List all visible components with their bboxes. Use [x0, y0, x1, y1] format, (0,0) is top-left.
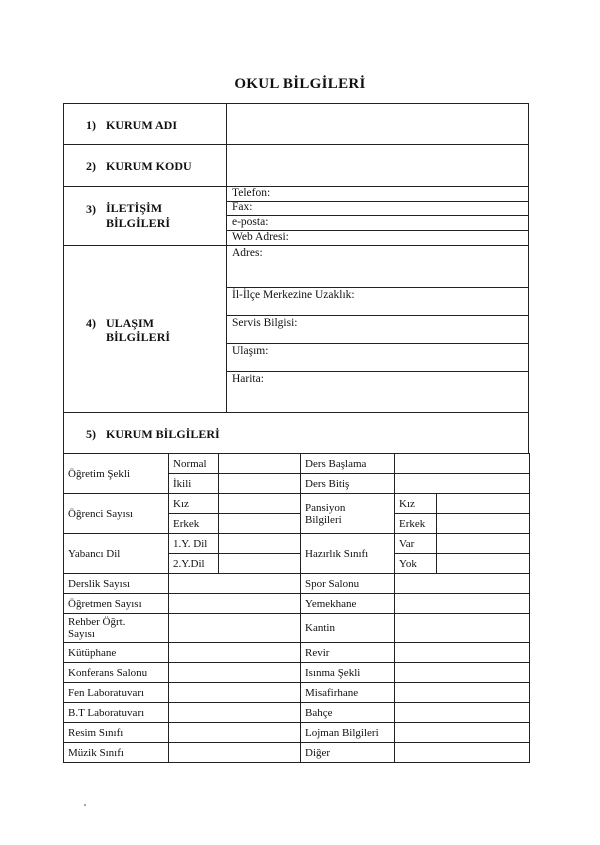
page-title: OKUL BİLGİLERİ [234, 76, 366, 92]
resim-label: Resim Sınıfı [64, 723, 169, 743]
table-row [64, 454, 530, 474]
diger-label: Diğer [301, 743, 395, 763]
table-row [64, 723, 530, 743]
section-title: KURUM KODU [106, 159, 192, 173]
section-number: 3) [86, 202, 96, 216]
bt-lab-label: B.T Laboratuvarı [64, 703, 169, 723]
hazirlik-label: Hazırlık Sınıfı [301, 534, 395, 574]
table-row [64, 494, 530, 514]
var-value[interactable] [437, 534, 530, 554]
fen-lab-value[interactable] [169, 683, 301, 703]
harita-field[interactable]: Harita: [232, 373, 264, 385]
kantin-label: Kantin [301, 614, 395, 643]
adres-field[interactable]: Adres: [232, 247, 263, 259]
table-row [64, 703, 530, 723]
table-row [64, 663, 530, 683]
rehber-label-line1: Rehber Öğrt. [68, 616, 126, 628]
pansiyon-label [301, 494, 395, 534]
section-number: 1) [86, 118, 96, 132]
table-row [64, 594, 530, 614]
eposta-field[interactable]: e-posta: [232, 216, 269, 228]
muzik-label: Müzik Sınıfı [64, 743, 169, 763]
telefon-field[interactable]: Telefon: [232, 187, 271, 199]
section-kurum-kodu [63, 144, 529, 187]
table-row [64, 683, 530, 703]
section-label [64, 145, 227, 186]
kutuphane-label: Kütüphane [64, 643, 169, 663]
table-row [64, 614, 530, 643]
section-kurum-adi [63, 103, 529, 145]
erkek-value[interactable] [219, 514, 301, 534]
section-iletisim [63, 186, 529, 246]
kiz-label: Kız [169, 494, 219, 514]
derslik-label: Derslik Sayısı [64, 574, 169, 594]
ogretim-sekli-label: Öğretim Şekli [64, 454, 169, 494]
kurum-bilgileri-table [63, 453, 530, 763]
ogrenci-sayisi-label: Öğrenci Sayısı [64, 494, 169, 534]
ders-bitis-label: Ders Bitiş [301, 474, 395, 494]
fen-lab-label: Fen Laboratuvarı [64, 683, 169, 703]
normal-value[interactable] [219, 454, 301, 474]
table-row [64, 743, 530, 763]
kutuphane-value[interactable] [169, 643, 301, 663]
dil1-value[interactable] [219, 534, 301, 554]
uzaklik-field[interactable]: İl-İlçe Merkezine Uzaklık: [232, 289, 355, 301]
var-label: Var [395, 534, 437, 554]
ulasim-field[interactable]: Ulaşım: [232, 345, 269, 357]
normal-label: Normal [169, 454, 219, 474]
section-title: ULAŞIM [106, 316, 155, 330]
isinma-value[interactable] [395, 663, 530, 683]
page-mark [84, 804, 86, 806]
web-adresi-field[interactable]: Web Adresi: [232, 231, 289, 243]
ogretmen-label: Öğretmen Sayısı [64, 594, 169, 614]
section-number: 5) [86, 427, 96, 441]
bt-lab-value[interactable] [169, 703, 301, 723]
derslik-value[interactable] [169, 574, 301, 594]
rehber-value[interactable] [169, 614, 301, 643]
section-label [64, 246, 227, 412]
section-ulasim [63, 245, 529, 413]
pansiyon-kiz-value[interactable] [437, 494, 530, 514]
section-title: İLETİŞİM [106, 201, 163, 215]
yabanci-dil-label: Yabancı Dil [64, 534, 169, 574]
pansiyon-erkek-value[interactable] [437, 514, 530, 534]
dil2-value[interactable] [219, 554, 301, 574]
servis-field[interactable]: Servis Bilgisi: [232, 317, 298, 329]
konferans-label: Konferans Salonu [64, 663, 169, 683]
pansiyon-label-line1: Pansiyon [305, 501, 346, 514]
table-row [64, 643, 530, 663]
section-label [64, 187, 227, 245]
pansiyon-kiz-label: Kız [395, 494, 437, 514]
pansiyon-label-line2: Bilgileri [305, 513, 342, 526]
resim-value[interactable] [169, 723, 301, 743]
muzik-value[interactable] [169, 743, 301, 763]
section-label [64, 104, 227, 144]
section-title: BİLGİLERİ [106, 216, 171, 230]
dil2-label: 2.Y.Dil [169, 554, 219, 574]
ogretmen-value[interactable] [169, 594, 301, 614]
kiz-value[interactable] [219, 494, 301, 514]
spor-salonu-value[interactable] [395, 574, 530, 594]
section-title: KURUM BİLGİLERİ [106, 427, 220, 441]
ders-baslama-label: Ders Başlama [301, 454, 395, 474]
yemekhane-value[interactable] [395, 594, 530, 614]
rehber-label [64, 614, 169, 643]
ikili-label: İkili [169, 474, 219, 494]
rehber-label-line2: Sayısı [68, 628, 95, 640]
kantin-value[interactable] [395, 614, 530, 643]
bahce-label: Bahçe [301, 703, 395, 723]
isinma-label: Isınma Şekli [301, 663, 395, 683]
ikili-value[interactable] [219, 474, 301, 494]
konferans-value[interactable] [169, 663, 301, 683]
table-row [64, 574, 530, 594]
misafirhane-value[interactable] [395, 683, 530, 703]
lojman-value[interactable] [395, 723, 530, 743]
ders-bitis-value[interactable] [395, 474, 530, 494]
misafirhane-label: Misafirhane [301, 683, 395, 703]
section-title: BİLGİLERİ [106, 330, 171, 344]
fax-field[interactable]: Fax: [232, 201, 253, 213]
pansiyon-erkek-label: Erkek [395, 514, 437, 534]
lojman-label: Lojman Bilgileri [301, 723, 395, 743]
erkek-label: Erkek [169, 514, 219, 534]
section-title: KURUM ADI [106, 118, 177, 132]
section-number: 2) [86, 159, 96, 173]
section-number: 4) [86, 316, 96, 330]
dil1-label: 1.Y. Dil [169, 534, 219, 554]
yok-value[interactable] [437, 554, 530, 574]
diger-value[interactable] [395, 743, 530, 763]
bahce-value[interactable] [395, 703, 530, 723]
section-kurum-bilgileri [63, 412, 529, 454]
table-row [64, 534, 530, 554]
revir-label: Revir [301, 643, 395, 663]
revir-value[interactable] [395, 643, 530, 663]
yemekhane-label: Yemekhane [301, 594, 395, 614]
spor-salonu-label: Spor Salonu [301, 574, 395, 594]
yok-label: Yok [395, 554, 437, 574]
ders-baslama-value[interactable] [395, 454, 530, 474]
